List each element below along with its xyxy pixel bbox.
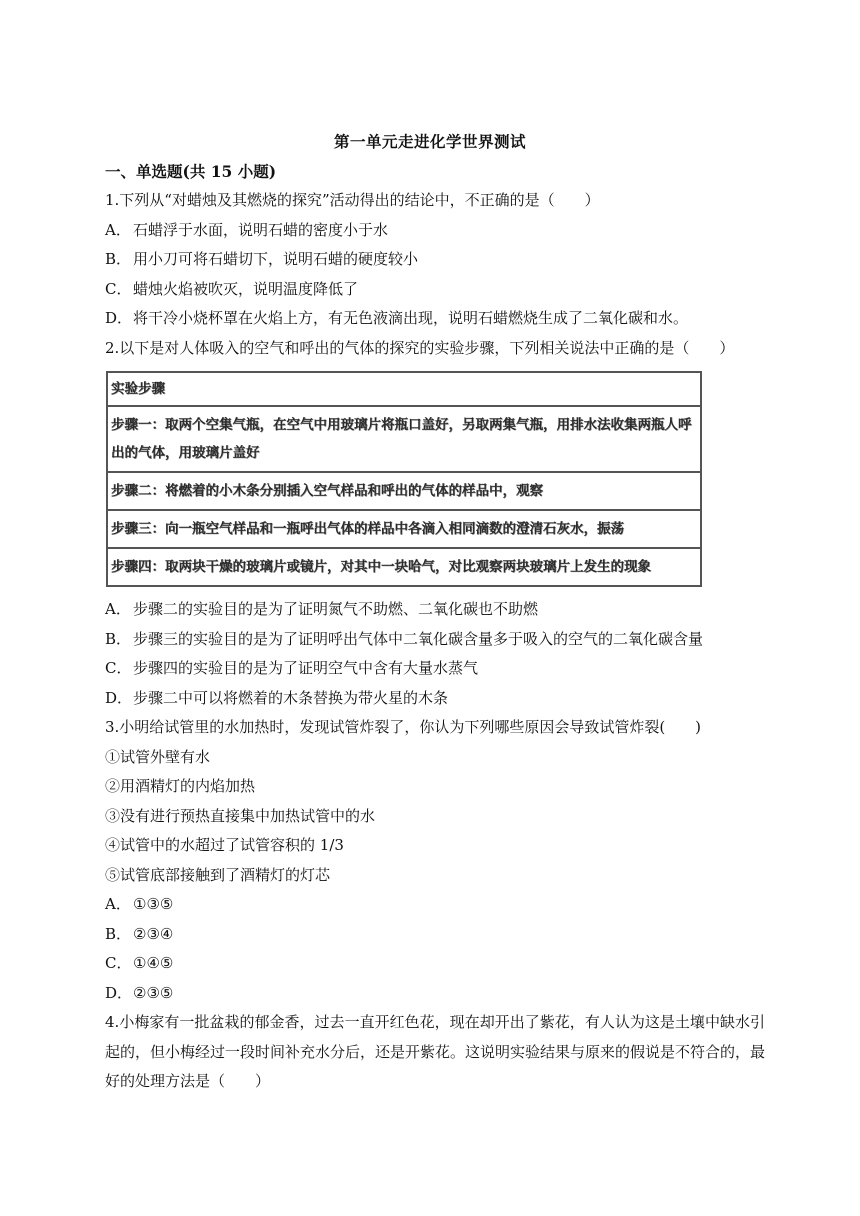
- option-letter: D．: [105, 688, 133, 707]
- option-letter: D．: [105, 309, 133, 327]
- option-a[interactable]: [105, 216, 765, 246]
- option-letter: A．: [105, 600, 131, 618]
- question-stem: 4.小梅家有一批盆栽的郁金香，过去一直开红色花，现在却开出了紫花，有人认为这是土壤中缺水引起的，但小梅经过一段时间补充水分后，还是开紫花。这说明实验结果与原来的假说是不符合的，最好的处理方法是（ ）: [105, 1013, 766, 1090]
- reason-item: ④试管中的水超过了试管容积的 1/3: [105, 836, 344, 854]
- question-3: [105, 713, 765, 1008]
- reason-item: ③没有进行预热直接集中加热试管中的水: [105, 806, 376, 825]
- option-letter: B．: [105, 250, 132, 268]
- question-list: [105, 186, 765, 1097]
- question-stem: 2.以下是对人体吸入的空气和呼出的气体的探究的实验步骤，下列相关说法中正确的是（ ）: [105, 338, 735, 357]
- option-letter: A．: [105, 220, 131, 239]
- option-text: 蜡烛火焰被吹灭，说明温度降低了: [133, 279, 359, 298]
- option-letter: C．: [105, 279, 132, 298]
- option-d[interactable]: [105, 979, 765, 1009]
- reason-item: ①试管外壁有水: [105, 747, 211, 766]
- option-text: 步骤四的实验目的是为了证明空气中含有大量水蒸气: [133, 659, 479, 677]
- option-text: 石蜡浮于水面，说明石蜡的密度小于水: [133, 220, 389, 239]
- option-b[interactable]: [105, 625, 765, 655]
- table-row: 步骤二：将燃着的小木条分别插入空气样品和呼出的气体的样品中，观察: [107, 472, 701, 510]
- option-b[interactable]: [105, 920, 765, 950]
- option-text: 用小刀可将石蜡切下，说明石蜡的硬度较小: [133, 250, 419, 268]
- question-stem: 3.小明给试管里的水加热时，发现试管炸裂了，你认为下列哪些原因会导致试管炸裂( ): [105, 718, 702, 736]
- option-b[interactable]: [105, 245, 765, 275]
- table-row: 步骤四：取两块干燥的玻璃片或镜片，对其中一块哈气，对比观察两块玻璃片上发生的现象: [107, 548, 701, 586]
- table-row: 步骤三：向一瓶空气样品和一瓶呼出气体的样品中各滴入相同滴数的澄清石灰水，振荡: [107, 510, 701, 548]
- table-header: 实验步骤: [107, 372, 701, 406]
- option-d[interactable]: [105, 684, 765, 714]
- option-letter: C．: [105, 659, 132, 677]
- option-letter: B．: [105, 924, 132, 943]
- question-4: [105, 1008, 765, 1097]
- page-title: 第一单元走进化学世界测试: [333, 132, 526, 151]
- option-text: 步骤二的实验目的是为了证明氮气不助燃、二氧化碳也不助燃: [133, 600, 539, 618]
- question-stem: 1.下列从“对蜡烛及其燃烧的探究”活动得出的结论中，不正确的是（ ）: [105, 191, 600, 209]
- option-a[interactable]: [105, 595, 765, 625]
- option-letter: B．: [105, 629, 132, 648]
- option-text: 步骤三的实验目的是为了证明呼出气体中二氧化碳含量多于吸入的空气的二氧化碳含量: [133, 629, 704, 648]
- option-text: 将干冷小烧杯罩在火焰上方，有无色液滴出现，说明石蜡燃烧生成了二氧化碳和水。: [133, 309, 689, 327]
- question-2: [105, 334, 765, 714]
- option-text: ①④⑤: [133, 954, 174, 972]
- reason-item: ⑤试管底部接触到了酒精灯的灯芯: [105, 865, 331, 884]
- option-a[interactable]: [105, 890, 765, 920]
- option-letter: A．: [105, 895, 131, 913]
- option-letter: C．: [105, 954, 132, 972]
- table-row: 步骤一：取两个空集气瓶，在空气中用玻璃片将瓶口盖好，另取两集气瓶，用排水法收集两瓶人呼出的气体，用玻璃片盖好: [107, 406, 701, 472]
- option-c[interactable]: [105, 654, 765, 684]
- option-c[interactable]: [105, 949, 765, 979]
- option-text: ②③④: [133, 924, 174, 943]
- option-text: ①③⑤: [133, 895, 174, 913]
- option-text: ②③⑤: [133, 983, 174, 1002]
- option-letter: D．: [105, 983, 133, 1002]
- experiment-steps-table: [106, 371, 702, 587]
- option-d[interactable]: [105, 304, 765, 334]
- question-1: [105, 186, 765, 334]
- option-text: 步骤二中可以将燃着的木条替换为带火星的木条: [133, 688, 449, 707]
- reason-item: ②用酒精灯的内焰加热: [105, 777, 256, 795]
- option-c[interactable]: [105, 275, 765, 305]
- section-heading: 一、单选题(共 15 小题): [105, 162, 277, 181]
